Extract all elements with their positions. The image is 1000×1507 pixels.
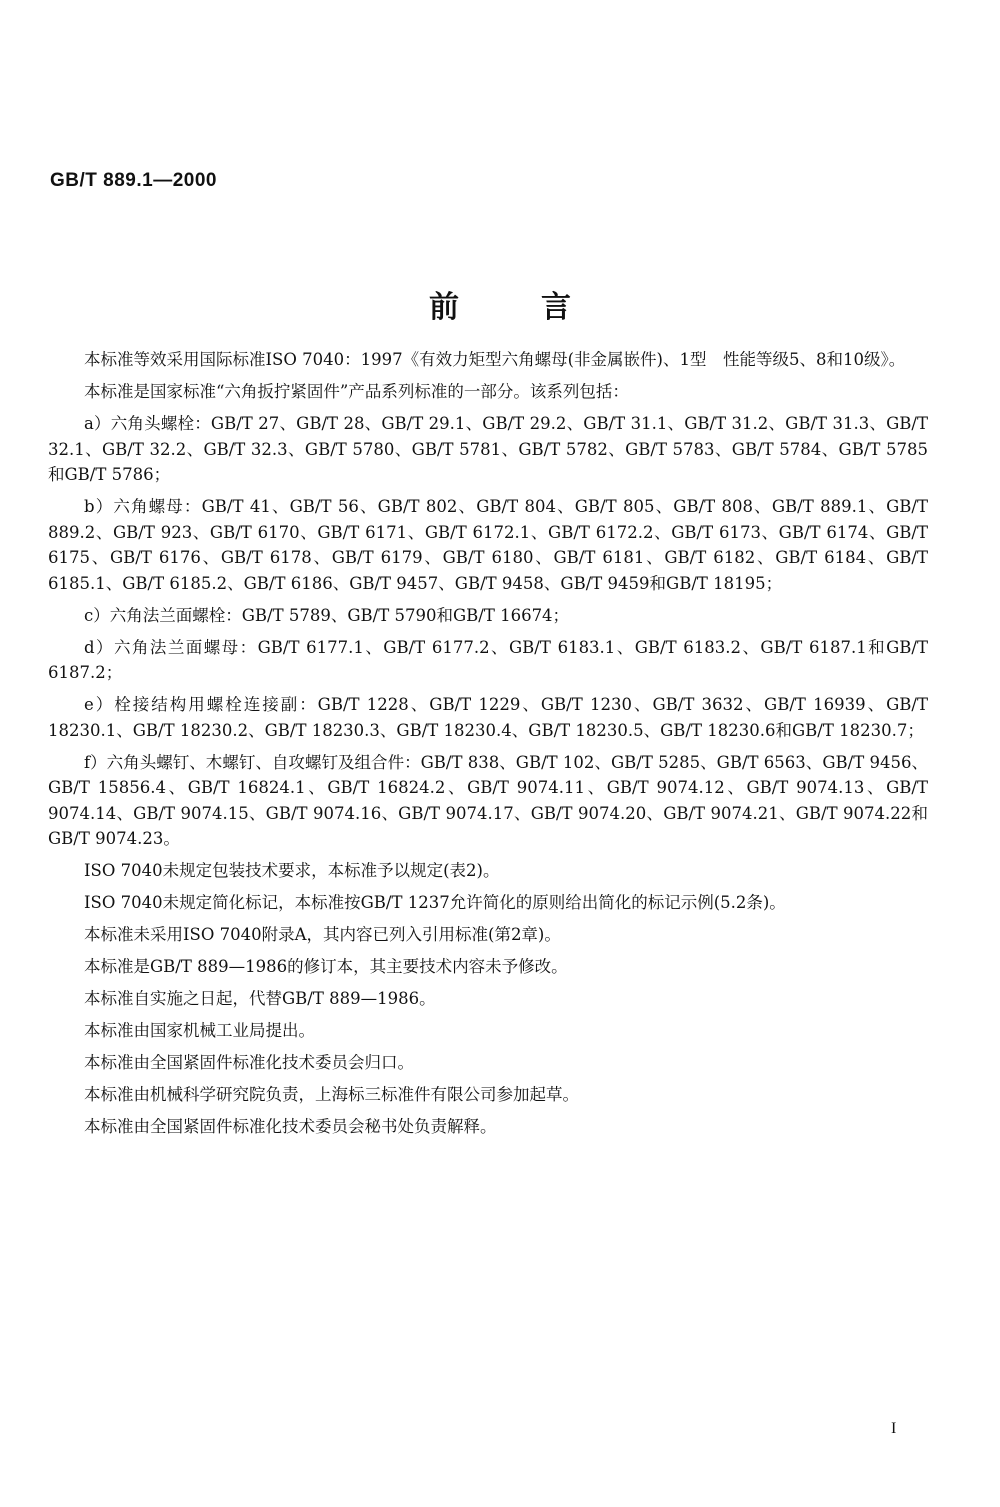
list-item-d-flange-nuts: d）六角法兰面螺母：GB/T 6177.1、GB/T 6177.2、GB/T 6183.1、GB/T 6183.2、GB/T 6187.1和GB/T 6187.2； [48,637,928,682]
page-number: I [891,1420,897,1437]
paragraph-proposed-by: 本标准由国家机械工业局提出。 [84,1021,315,1040]
paragraph-revision: 本标准是GB/T 889—1986的修订本，其主要技术内容未予修改。 [84,957,568,976]
paragraph-interpreted-by: 本标准由全国紧固件标准化技术委员会秘书处负责解释。 [84,1117,497,1136]
list-item-f-screws: f）六角头螺钉、木螺钉、自攻螺钉及组合件：GB/T 838、GB/T 102、GB/T 5285、GB/T 6563、GB/T 9456、GB/T 15856.4、GB/T 16824.1、GB/T 16824.2、GB/T 9074.11、GB/T 9074.12、GB/T 9074.13、GB/T 9074.14、GB/T 9074.15、GB/T 9074.16、GB/T 9074.17、GB/T 9074.20、GB/T 9074.21、GB/T 9074.22和GB/T 9074.23。 [48,752,928,848]
document-code: GB/T 889.1—2000 [50,170,217,191]
list-item-e-structural-bolting: e）栓接结构用螺栓连接副：GB/T 1228、GB/T 1229、GB/T 1230、GB/T 3632、GB/T 16939、GB/T 18230.1、GB/T 18230.2、GB/T 18230.3、GB/T 18230.4、GB/T 18230.5、GB/T 18230.6和GB/T 18230.7； [48,695,928,740]
paragraph-annex: 本标准未采用ISO 7040附录A，其内容已列入引用标准(第2章)。 [84,925,561,944]
list-item-b-hex-nuts: b）六角螺母：GB/T 41、GB/T 56、GB/T 802、GB/T 804、GB/T 805、GB/T 808、GB/T 889.1、GB/T 889.2、GB/T 923、GB/T 6170、GB/T 6171、GB/T 6172.1、GB/T 6172.2、GB/T 6173、GB/T 6174、GB/T 6175、GB/T 6176、GB/T 6178、GB/T 6179、GB/T 6180、GB/T 6181、GB/T 6182、GB/T 6184、GB/T 6185.1、GB/T 6185.2、GB/T 6186、GB/T 9457、GB/T 9458、GB/T 9459和GB/T 18195； [48,497,928,593]
list-item-c-flange-bolts: c）六角法兰面螺栓：GB/T 5789、GB/T 5790和GB/T 16674； [84,605,570,625]
page-title: 前言 [429,290,653,325]
paragraph-adoption: 本标准等效采用国际标准ISO 7040：1997《有效力矩型六角螺母(非金属嵌件)、1型 性能等级5、8和10级》。 [84,350,906,369]
paragraph-drafted-by: 本标准由机械科学研究院负责，上海标三标准件有限公司参加起草。 [84,1085,579,1104]
paragraph-centralized-by: 本标准由全国紧固件标准化技术委员会归口。 [84,1053,414,1072]
paragraph-supersedes: 本标准自实施之日起，代替GB/T 889—1986。 [84,989,436,1008]
paragraph-packaging: ISO 7040未规定包装技术要求，本标准予以规定(表2)。 [84,861,500,880]
paragraph-series-intro: 本标准是国家标准“六角扳拧紧固件”产品系列标准的一部分。该系列包括： [84,382,629,401]
preface-body [48,347,928,1146]
list-item-a-hex-bolts: a）六角头螺栓：GB/T 27、GB/T 28、GB/T 29.1、GB/T 29.2、GB/T 31.1、GB/T 31.2、GB/T 31.3、GB/T 32.1、GB/T 32.2、GB/T 32.3、GB/T 5780、GB/T 5781、GB/T 5782、GB/T 5783、GB/T 5784、GB/T 5785和GB/T 5786； [48,414,928,484]
paragraph-designation: ISO 7040未规定简化标记，本标准按GB/T 1237允许简化的原则给出简化的标记示例(5.2条)。 [84,893,786,912]
